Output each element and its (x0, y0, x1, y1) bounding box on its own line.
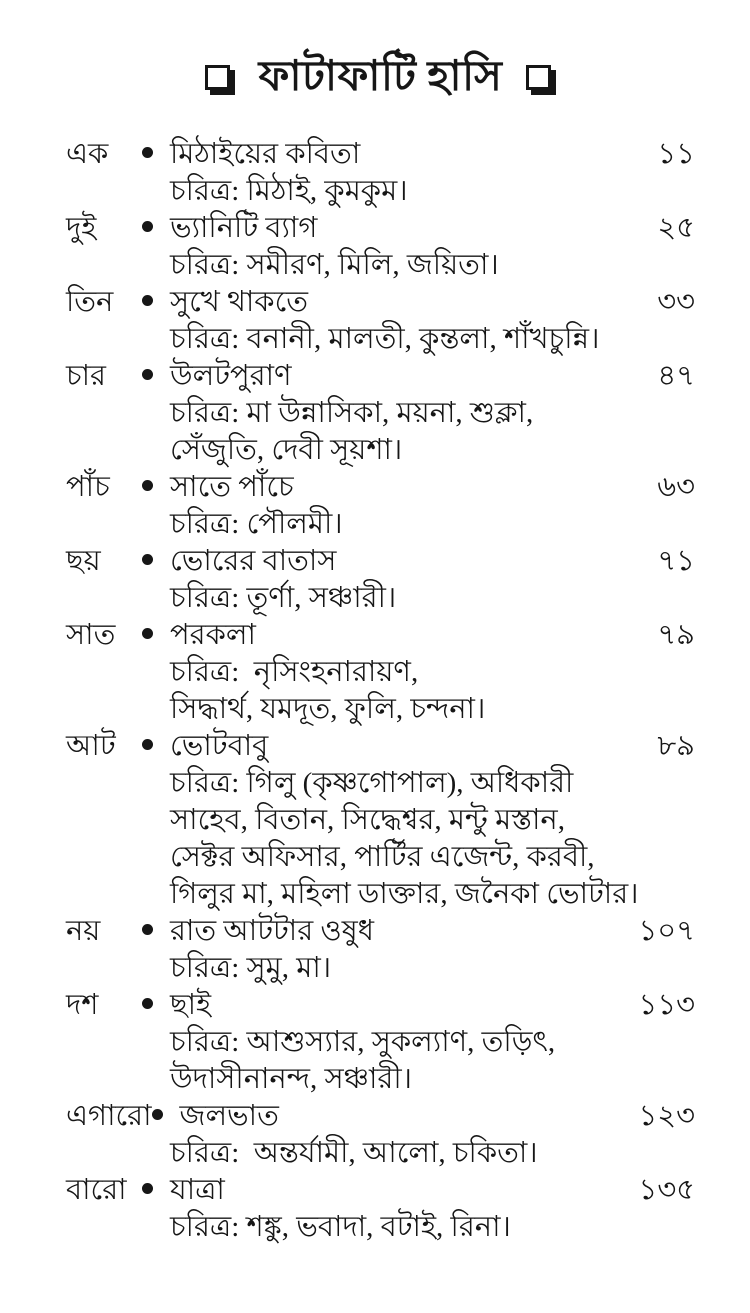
dot-bullet-icon (142, 998, 153, 1009)
entry-characters (66, 1209, 695, 1246)
dot-bullet-icon (142, 739, 153, 750)
entry-characters (66, 247, 695, 284)
bullet-column (142, 371, 170, 382)
entry-characters (66, 1024, 695, 1098)
toc-entry (66, 358, 695, 469)
character-line: সিদ্ধার্থ, যমদূত, ফুলি, চন্দনা। (170, 693, 486, 726)
toc-entry (66, 987, 695, 1098)
entry-number: আট (66, 730, 116, 763)
dot-bullet-icon (142, 628, 153, 639)
entry-characters (66, 395, 695, 469)
character-line: চরিত্র: মিঠাই, কুমকুম। (170, 175, 408, 208)
dot-bullet-icon (142, 295, 153, 306)
entry-number: চার (66, 360, 107, 393)
bullet-column (142, 1185, 170, 1196)
entry-characters (66, 950, 695, 987)
entry-page-number: ৭১ (657, 545, 695, 578)
character-line: চরিত্র: সমীরণ, মিলি, জয়িতা। (170, 249, 499, 282)
entry-number: ছয় (66, 545, 101, 578)
book-title: ফাটাফাটি হাসি (258, 54, 503, 100)
toc-entry (66, 469, 695, 543)
bullet-column (142, 482, 170, 493)
character-line: গিলুর মা, মহিলা ডাক্তার, জনৈকা ভোটার। (170, 878, 639, 911)
entry-title: ভোরের বাতাস (170, 545, 337, 578)
entry-page-number: ৭৯ (657, 619, 695, 652)
entry-head-row (66, 1172, 695, 1209)
bullet-column (142, 741, 170, 752)
entry-characters (66, 506, 695, 543)
toc-entry (66, 136, 695, 210)
dot-bullet-icon (142, 1183, 153, 1194)
entry-number: দশ (66, 989, 99, 1022)
entry-page-number: ১২৩ (638, 1100, 695, 1133)
character-line: সেক্টর অফিসার, পার্টির এজেন্ট, করবী, (170, 841, 595, 874)
entry-number: এগারো (66, 1100, 152, 1133)
entry-title: সাতে পাঁচে (170, 471, 294, 504)
entry-head-row (66, 728, 695, 765)
character-line: চরিত্র: নৃসিংহনারায়ণ, (170, 656, 419, 689)
bullet-column (142, 297, 170, 308)
dot-bullet-icon (142, 554, 153, 565)
entry-page-number: ৩৩ (657, 286, 695, 319)
toc-entry (66, 210, 695, 284)
character-line: চরিত্র: মা উন্নাসিকা, ময়না, শুক্লা, (170, 397, 534, 430)
character-line: চরিত্র: শঙ্কু, ভবাদা, বটাই, রিনা। (170, 1211, 511, 1244)
bullet-column (142, 556, 170, 567)
bullet-column (142, 630, 170, 641)
character-line: সাহেব, বিতান, সিদ্ধেশ্বর, মন্টু মস্তান, (170, 804, 565, 837)
dot-bullet-icon (142, 369, 153, 380)
character-line: চরিত্র: বনানী, মালতী, কুন্তলা, শাঁখচুন্নি। (170, 323, 600, 356)
entry-number: পাঁচ (66, 471, 110, 504)
toc-entry (66, 728, 695, 913)
character-line: সেঁজুতি, দেবী সূয়শা। (170, 434, 403, 467)
character-line: চরিত্র: তূর্ণা, সঞ্চারী। (170, 582, 397, 615)
entry-page-number: ১০৭ (638, 915, 695, 948)
entry-title: ভোটবাবু (170, 730, 269, 763)
entry-title: যাত্রা (170, 1174, 225, 1207)
bullet-column (142, 1000, 170, 1011)
entry-head-row (66, 543, 695, 580)
entry-page-number: ১১ (657, 138, 695, 171)
toc-entry (66, 284, 695, 358)
entry-number: সাত (66, 619, 116, 652)
entry-title: জলভাত (179, 1100, 279, 1133)
toc-entry (66, 617, 695, 728)
entry-characters (66, 321, 695, 358)
entry-characters (66, 1135, 695, 1172)
dot-bullet-icon (142, 147, 153, 158)
entry-title: পরকলা (170, 619, 256, 652)
entry-number: তিন (66, 286, 114, 319)
entry-number: নয় (66, 915, 101, 948)
entry-title: ছাই (170, 989, 212, 1022)
character-line: চরিত্র: পৌলমী। (170, 508, 343, 541)
entry-page-number: ৬৩ (657, 471, 695, 504)
character-line: চরিত্র: সুমু, মা। (170, 952, 332, 985)
character-line: চরিত্র: গিলু (কৃষ্ণগোপাল), অধিকারী (170, 767, 574, 800)
bullet-column (142, 149, 170, 160)
toc-entry (66, 913, 695, 987)
entry-page-number: ২৫ (657, 212, 695, 245)
entry-head-row (66, 617, 695, 654)
entry-head-row (66, 284, 695, 321)
entry-title: উলটপুরাণ (170, 360, 292, 393)
page-title (66, 54, 695, 100)
entry-page-number: ১৩৫ (638, 1174, 695, 1207)
entry-characters (66, 765, 695, 913)
character-line: চরিত্র: আশুস্যার, সুকল্যাণ, তড়িৎ, (170, 1026, 556, 1059)
entry-head-row (66, 136, 695, 173)
dot-bullet-icon (142, 924, 153, 935)
toc-entries (66, 136, 695, 1246)
dot-bullet-icon (152, 1109, 163, 1120)
dot-bullet-icon (142, 221, 153, 232)
entry-page-number: ৪৭ (657, 360, 695, 393)
entry-number: বারো (66, 1174, 127, 1207)
bullet-column (152, 1111, 180, 1122)
entry-characters (66, 580, 695, 617)
entry-characters (66, 654, 695, 728)
toc-entry (66, 1172, 695, 1246)
bullet-column (142, 926, 170, 937)
entry-title: ভ্যানিটি ব্যাগ (170, 212, 318, 245)
entry-characters (66, 173, 695, 210)
entry-title: রাত আটটার ওষুধ (170, 915, 374, 948)
entry-page-number: ৮৯ (657, 730, 695, 763)
entry-number: দুই (66, 212, 97, 245)
entry-head-row (66, 358, 695, 395)
character-line: উদাসীনানন্দ, সঞ্চারী। (170, 1063, 413, 1096)
entry-head-row (66, 210, 695, 247)
entry-head-row (66, 987, 695, 1024)
toc-entry (66, 1098, 695, 1172)
entry-head-row (66, 913, 695, 950)
entry-title: মিঠাইয়ের কবিতা (170, 138, 361, 171)
character-line: চরিত্র: অন্তর্যামী, আলো, চকিতা। (170, 1137, 538, 1170)
bullet-column (142, 223, 170, 234)
entry-title: সুখে থাকতে (170, 286, 308, 319)
toc-entry (66, 543, 695, 617)
dot-bullet-icon (142, 480, 153, 491)
entry-number: এক (66, 138, 109, 171)
entry-head-row (66, 1098, 695, 1135)
entry-head-row (66, 469, 695, 506)
square-ornament-left-icon (205, 65, 230, 90)
square-ornament-right-icon (526, 65, 551, 90)
entry-page-number: ১১৩ (638, 989, 695, 1022)
